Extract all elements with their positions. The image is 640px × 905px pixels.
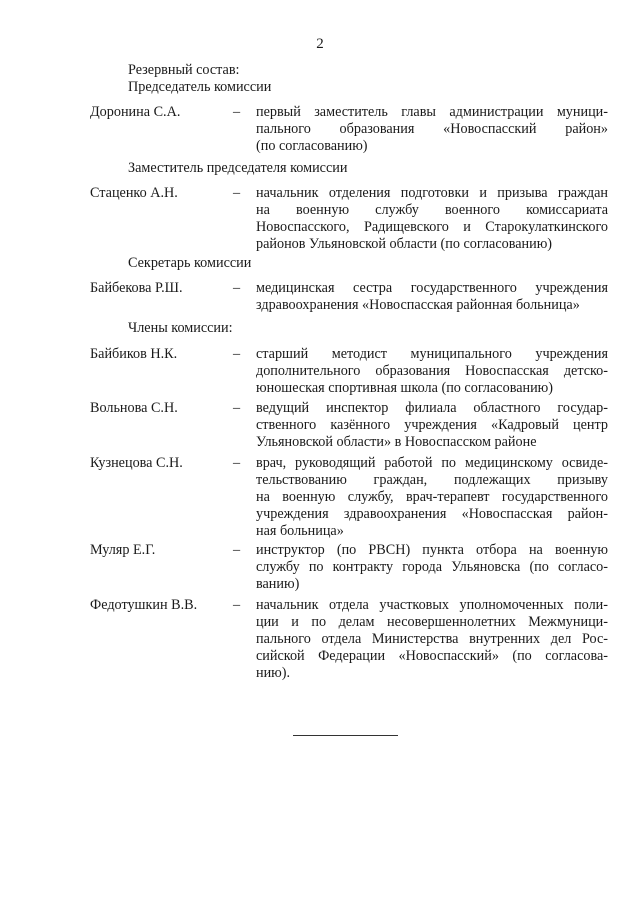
entry-name: Муляр Е.Г.: [90, 542, 156, 558]
desc-line: юношеская спортивная школа (по согласованию): [256, 380, 554, 396]
heading-vice-chair: Заместитель председателя комиссии: [128, 160, 348, 176]
desc-line: сийской Федерации «Новоспасский» (по согласова-: [256, 648, 608, 664]
entry-name: Байбекова Р.Ш.: [90, 280, 183, 296]
entry-description: [256, 346, 608, 397]
desc-line: пального отдела Министерства внутренних дел Рос-: [256, 631, 608, 647]
entry-dash: –: [233, 185, 241, 201]
desc-line: начальник отдела участковых уполномоченных поли-: [256, 597, 608, 613]
desc-line: врач, руководящий работой по медицинскому освиде-: [256, 455, 608, 471]
desc-line: инструктор (по РВСН) пункта отбора на военную: [256, 542, 608, 558]
desc-line: ции и по делам несовершеннолетних Межмуници-: [256, 614, 608, 630]
entry-description: [256, 455, 608, 540]
desc-line: районов Ульяновской области (по согласованию): [256, 236, 553, 252]
entry-dash: –: [233, 455, 241, 471]
desc-line: ванию): [256, 576, 300, 592]
desc-line: на военную службу, врач-терапевт государственного: [256, 489, 608, 505]
entry-name: Стаценко А.Н.: [90, 185, 178, 201]
entry-name: Вольнова С.Н.: [90, 400, 178, 416]
entry-name: Байбиков Н.К.: [90, 346, 178, 362]
entry-dash: –: [233, 400, 241, 416]
desc-line: дополнительного образования Новоспасская детско-: [256, 363, 608, 379]
heading-secretary: Секретарь комиссии: [128, 255, 252, 271]
desc-line: на военную службу военного комиссариата: [256, 202, 608, 218]
entry-dash: –: [233, 597, 241, 613]
entry-dash: –: [233, 280, 241, 296]
entry-description: [256, 400, 608, 451]
entry-description: [256, 597, 608, 682]
desc-line: первый заместитель главы администрации муници-: [256, 104, 608, 120]
desc-line: здравоохранения «Новоспасская районная больница»: [256, 297, 580, 313]
entry-description: [256, 185, 608, 253]
desc-line: ственного казённого учреждения «Кадровый центр: [256, 417, 608, 433]
desc-line: старший методист муниципального учреждения: [256, 346, 608, 362]
entry-name: Доронина С.А.: [90, 104, 181, 120]
desc-line: тельствованию граждан, подлежащих призыву: [256, 472, 608, 488]
entry-description: [256, 280, 608, 314]
desc-line: пального образования «Новоспасский район»: [256, 121, 608, 137]
entry-dash: –: [233, 104, 241, 120]
desc-line: учреждения здравоохранения «Новоспасская район-: [256, 506, 608, 522]
entry-name: Федотушкин В.В.: [90, 597, 198, 613]
desc-line: (по согласованию): [256, 138, 368, 154]
entry-description: [256, 104, 608, 155]
desc-line: службу по контракту города Ульяновска (по согласо-: [256, 559, 608, 575]
entry-name: Кузнецова С.Н.: [90, 455, 183, 471]
heading-reserve: Резервный состав:: [128, 62, 240, 78]
entry-description: [256, 542, 608, 593]
entry-dash: –: [233, 542, 241, 558]
end-of-document-rule: [293, 735, 398, 736]
desc-line: начальник отделения подготовки и призыва граждан: [256, 185, 608, 201]
desc-line: ная больница»: [256, 523, 344, 539]
desc-line: Ульяновской области» в Новоспасском районе: [256, 434, 537, 450]
desc-line: нию).: [256, 665, 291, 681]
desc-line: медицинская сестра государственного учреждения: [256, 280, 608, 296]
entry-dash: –: [233, 346, 241, 362]
desc-line: Новоспасского, Радищевского и Старокулаткинского: [256, 219, 608, 235]
desc-line: ведущий инспектор филиала областного государ-: [256, 400, 608, 416]
heading-members: Члены комиссии:: [128, 320, 233, 336]
page-number: 2: [316, 36, 324, 52]
heading-chair: Председатель комиссии: [128, 79, 272, 95]
